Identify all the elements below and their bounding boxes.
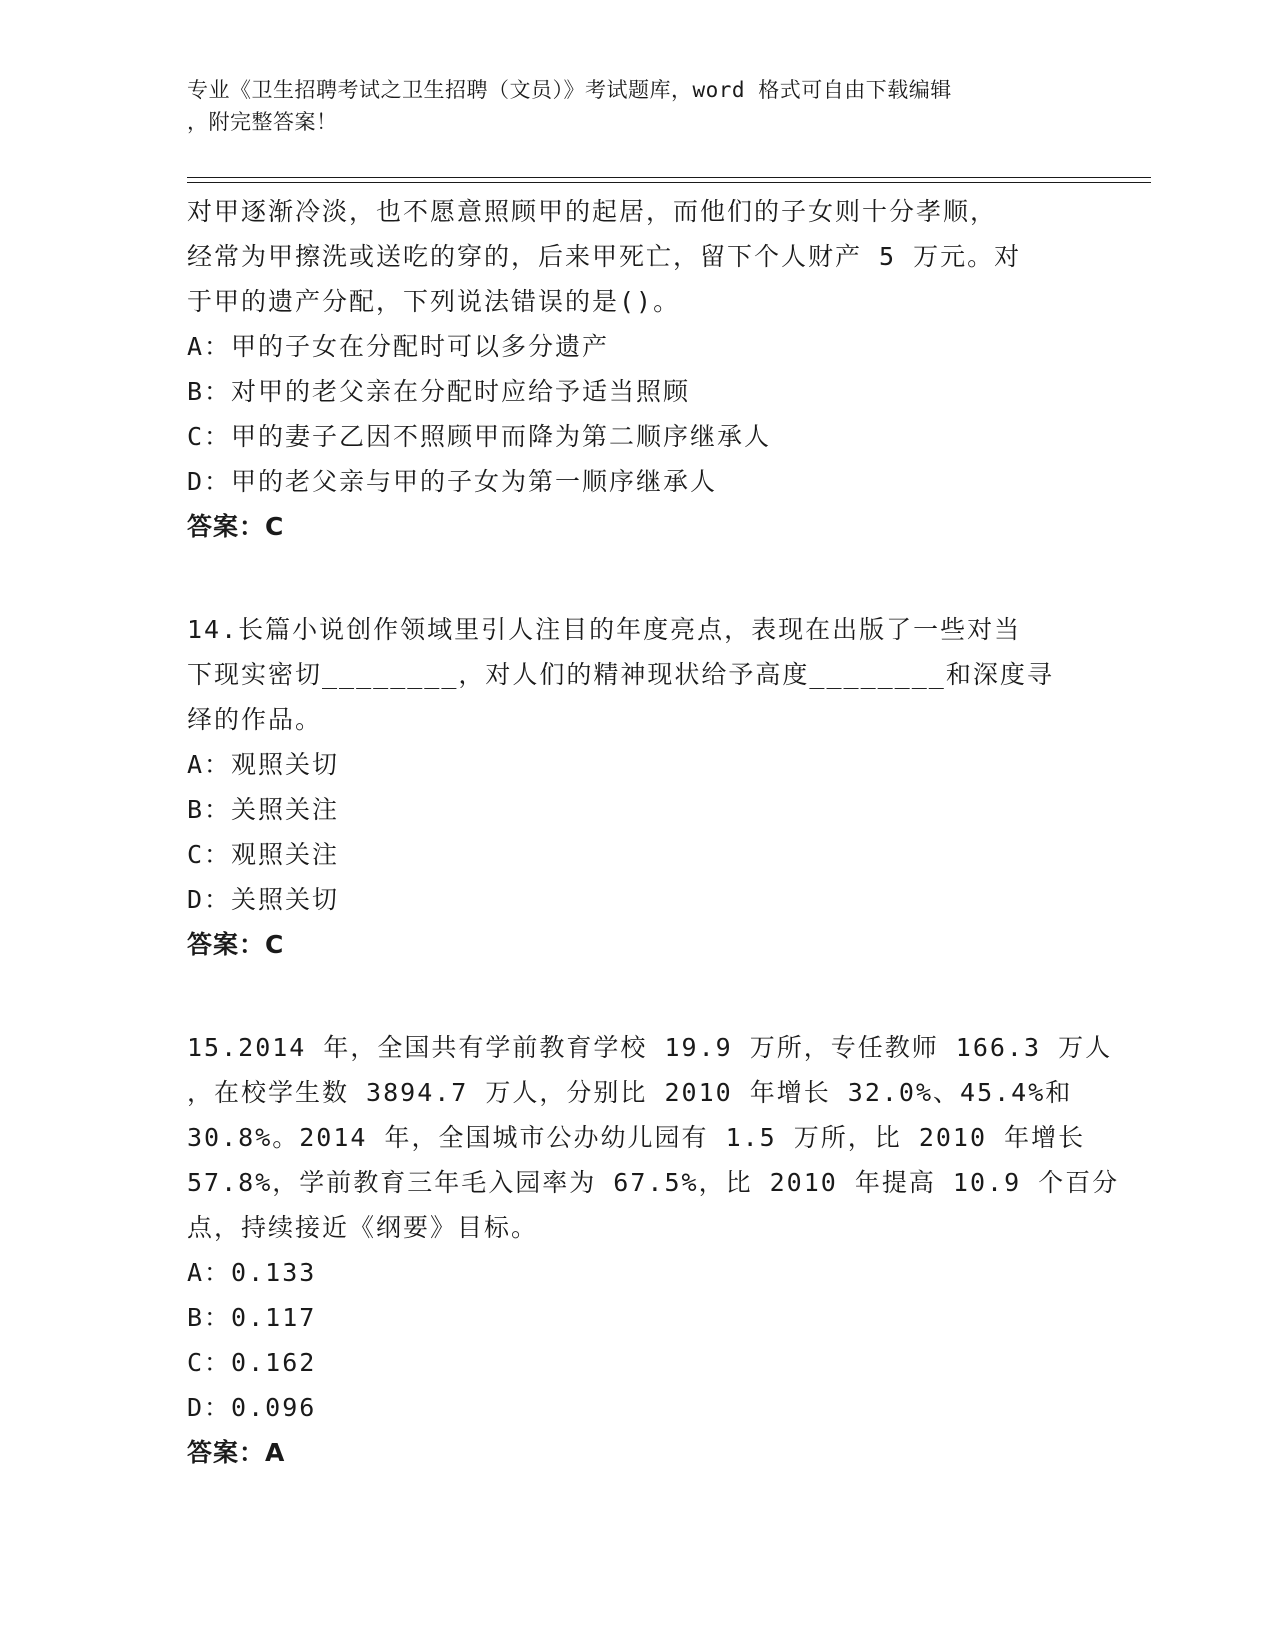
question-13 <box>187 189 1087 549</box>
option-b: B：对甲的老父亲在分配时应给予适当照顾 <box>187 377 691 406</box>
option-a: A：甲的子女在分配时可以多分遗产 <box>187 332 610 361</box>
question-stem-line: 57.8%，学前教育三年毛入园率为 67.5%，比 2010 年提高 10.9 个百分 <box>187 1168 1120 1197</box>
question-14 <box>187 607 1087 967</box>
option-d: D：甲的老父亲与甲的子女为第一顺序继承人 <box>187 467 718 496</box>
option-c: C：甲的妻子乙因不照顾甲而降为第二顺序继承人 <box>187 422 772 451</box>
answer: 答案：C <box>187 512 285 541</box>
question-stem-line: 经常为甲擦洗或送吃的穿的，后来甲死亡，留下个人财产 5 万元。对 <box>187 242 1022 271</box>
spacer <box>187 549 1087 607</box>
answer: 答案：C <box>187 930 285 959</box>
option-d: D：0.096 <box>187 1393 317 1422</box>
option-b: B：关照关注 <box>187 795 340 824</box>
option-d: D：关照关切 <box>187 885 340 914</box>
document-body <box>187 189 1120 1475</box>
option-c: C：0.162 <box>187 1348 317 1377</box>
option-a: A：观照关切 <box>187 750 340 779</box>
header-line-2: ，附完整答案！ <box>187 110 338 134</box>
header-rule-bottom <box>187 182 1151 183</box>
document-header <box>187 74 1087 138</box>
question-stem-line: 14.长篇小说创作领域里引人注目的年度亮点，表现在出版了一些对当 <box>187 615 1022 644</box>
header-rule-top <box>187 177 1151 178</box>
question-15 <box>187 1025 1120 1475</box>
question-stem-line: 15.2014 年，全国共有学前教育学校 19.9 万所，专任教师 166.3 万人 <box>187 1033 1113 1062</box>
option-c: C：观照关注 <box>187 840 340 869</box>
question-stem-line: 绎的作品。 <box>187 705 323 734</box>
header-line-1: 专业《卫生招聘考试之卫生招聘（文员）》考试题库，word 格式可自由下载编辑 <box>187 78 952 102</box>
question-stem-line: 30.8%。2014 年，全国城市公办幼儿园有 1.5 万所，比 2010 年增长 <box>187 1123 1086 1152</box>
question-stem-line: ，在校学生数 3894.7 万人，分别比 2010 年增长 32.0%、45.4%和 <box>187 1078 1073 1107</box>
answer: 答案：A <box>187 1438 286 1467</box>
option-a: A：0.133 <box>187 1258 317 1287</box>
question-stem-line: 于甲的遗产分配，下列说法错误的是()。 <box>187 287 681 316</box>
question-stem-line: 对甲逐渐冷淡，也不愿意照顾甲的起居，而他们的子女则十分孝顺， <box>187 197 998 226</box>
option-b: B：0.117 <box>187 1303 317 1332</box>
question-stem-line: 下现实密切________，对人们的精神现状给予高度________和深度寻 <box>187 660 1054 689</box>
question-stem-line: 点，持续接近《纲要》目标。 <box>187 1213 539 1242</box>
spacer <box>187 967 1087 1025</box>
